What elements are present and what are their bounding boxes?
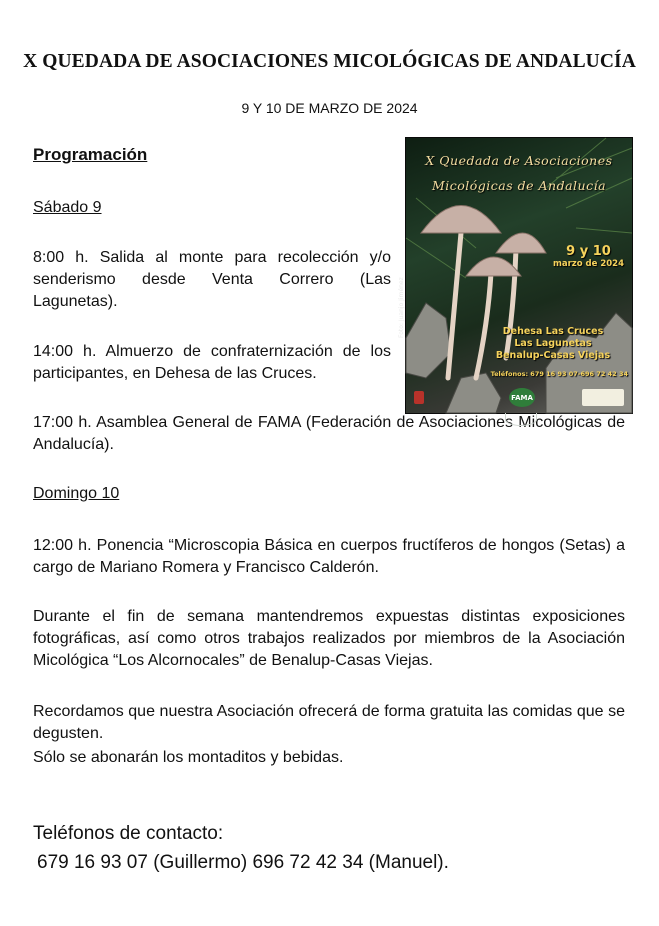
poster-date-days: 9 y 10 bbox=[566, 244, 611, 259]
poster-location-line-2: Las Lagunetas bbox=[514, 338, 592, 349]
document-title: X QUEDADA DE ASOCIACIONES MICOLÓGICAS DE ANDALUCÍA bbox=[23, 51, 636, 72]
event-dates: 9 Y 10 DE MARZO DE 2024 bbox=[241, 100, 418, 116]
poster-title-line-1: X Quedada de Asociaciones bbox=[425, 153, 613, 168]
contact-heading: Teléfonos de contacto: bbox=[33, 823, 224, 844]
poster-date bbox=[553, 244, 624, 269]
poster-location bbox=[478, 326, 628, 362]
schedule-item-1700: 17:00 h. Asamblea General de FAMA (Federación de Asociaciones Micológicas de Andalucía). bbox=[33, 414, 625, 453]
free-meals-note: Recordamos que nuestra Asociación ofrecerá de forma gratuita las comidas que se degusten. bbox=[33, 703, 625, 742]
poster-date-month: marzo de 2024 bbox=[553, 259, 624, 269]
poster-title-line-2: Micológicas de Andalucía bbox=[431, 178, 607, 193]
poster-location-line-1: Dehesa Las Cruces bbox=[502, 326, 604, 337]
event-poster bbox=[398, 137, 633, 414]
saturday-heading: Sábado 9 bbox=[33, 199, 102, 216]
poster-phones: Teléfonos: 679 16 93 07-696 72 42 34 bbox=[490, 370, 628, 378]
association-logo bbox=[582, 389, 624, 406]
contact-phones: 679 16 93 07 (Guillermo) 696 72 42 34 (Manuel). bbox=[37, 852, 449, 873]
poster-location-line-3: Benalup-Casas Viejas bbox=[495, 350, 611, 361]
payment-note: Sólo se abonarán los montaditos y bebidas. bbox=[33, 749, 344, 766]
schedule-item-0800: 8:00 h. Salida al monte para recolección y/o senderismo desde Venta Correro (Las Lagunetas). bbox=[33, 249, 391, 310]
schedule-item-1400: 14:00 h. Almuerzo de confraternización de los participantes, en Dehesa de las Cruces. bbox=[33, 343, 391, 382]
poster-photo-credit: Foto: Juanjo Jiménez bbox=[398, 277, 405, 338]
program-heading: Programación bbox=[33, 145, 148, 164]
sunday-heading: Domingo 10 bbox=[33, 485, 120, 502]
crest-logo bbox=[414, 391, 424, 404]
fama-logo: FAMA bbox=[509, 388, 535, 407]
logo-reflection bbox=[505, 413, 537, 426]
exhibitions-note: Durante el fin de semana mantendremos expuestas distintas exposiciones fotográficas, así como otros trabajos realizados por miembros de la Asociación Micológica “Los Alcornocales” de Benalup-Casas Viejas. bbox=[33, 608, 625, 669]
schedule-item-1200: 12:00 h. Ponencia “Microscopia Básica en cuerpos fructíferos de hongos (Setas) a cargo de Mariano Romera y Francisco Calderón. bbox=[33, 537, 625, 576]
